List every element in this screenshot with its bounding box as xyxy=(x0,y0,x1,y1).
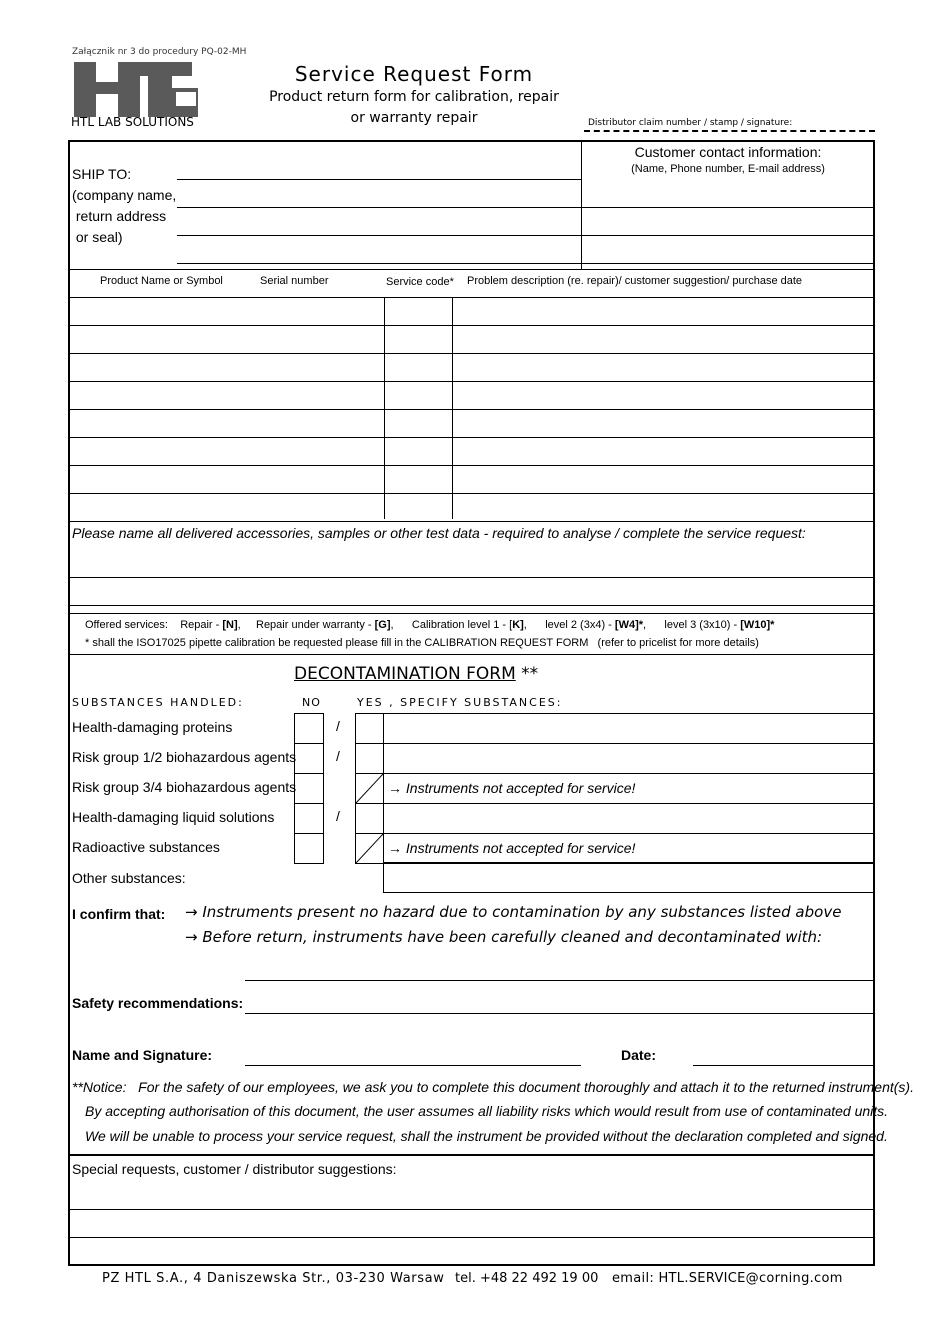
separator-slash: / xyxy=(336,718,340,734)
yes-checkbox[interactable] xyxy=(355,803,384,834)
distributor-label: Distributor claim number / stamp / signature: xyxy=(588,118,793,128)
yes-checkbox[interactable] xyxy=(355,713,384,744)
distributor-signature-line[interactable] xyxy=(584,130,875,132)
substances-header: SUBSTANCES HANDLED: xyxy=(72,696,244,709)
company-name: HTL LAB SOLUTIONS xyxy=(71,115,194,129)
table-row[interactable] xyxy=(69,493,874,494)
service-calibration-1: Calibration level 1 - [ xyxy=(411,619,513,631)
product-table-header-line xyxy=(69,297,874,298)
ship-to-line-2[interactable] xyxy=(177,207,582,208)
substance-label: Risk group 3/4 biohazardous agents xyxy=(72,779,297,795)
company-logo xyxy=(72,62,198,119)
product-col-divider-1 xyxy=(384,297,385,519)
confirm-statement-1: → Instruments present no hazard due to contamination by any substances listed above xyxy=(185,903,842,921)
ship-to-line4: or seal) xyxy=(72,229,123,245)
customer-contact-title: Customer contact information: xyxy=(634,144,822,160)
confirm-label: I confirm that: xyxy=(72,906,166,922)
yes-checkbox xyxy=(355,833,384,864)
service-calibration-2-code: [W4]* xyxy=(614,619,644,631)
special-requests-label: Special requests, customer / distributor suggestions: xyxy=(72,1161,397,1177)
special-requests-line-2[interactable] xyxy=(69,1237,874,1238)
no-checkbox[interactable] xyxy=(294,713,324,744)
separator-slash: / xyxy=(336,748,340,764)
notice-line-1: **Notice: For the safety of our employees, we ask you to complete this document thoroughly and attach it to the returned instrument(s). xyxy=(72,1079,914,1095)
yes-header: YES , SPECIFY SUBSTANCES: xyxy=(357,696,563,709)
service-repair: Repair - xyxy=(180,619,223,631)
not-accepted-warning: → Instruments not accepted for service! xyxy=(388,840,636,856)
accessories-line-2[interactable] xyxy=(69,605,874,606)
table-row[interactable] xyxy=(69,465,874,466)
no-checkbox[interactable] xyxy=(294,833,324,864)
diagonal-strike xyxy=(356,834,383,863)
safety-line[interactable] xyxy=(245,1013,874,1014)
accessories-line-1[interactable] xyxy=(69,577,874,578)
decontaminated-with-line[interactable] xyxy=(245,980,874,981)
name-signature-line[interactable] xyxy=(245,1065,581,1066)
table-row[interactable] xyxy=(69,437,874,438)
ship-to-line1: SHIP TO: xyxy=(72,166,132,182)
col-service-code: Service code* xyxy=(386,276,454,288)
service-warranty: Repair under warranty - xyxy=(256,619,375,631)
service-repair-code: [N] xyxy=(222,619,238,631)
contact-line-2[interactable] xyxy=(582,235,874,236)
notice-divider xyxy=(69,1154,874,1156)
specify-substance-field[interactable] xyxy=(383,713,875,744)
accessories-line-3 xyxy=(69,613,874,614)
subtitle-line2: or warranty repair xyxy=(350,110,478,126)
services-divider xyxy=(69,654,874,655)
table-row[interactable] xyxy=(69,381,874,382)
subtitle-line1: Product return form for calibration, repair xyxy=(269,89,559,105)
safety-label: Safety recommendations: xyxy=(72,995,244,1011)
col-serial-number: Serial number xyxy=(260,275,329,287)
ship-to-line3: return address xyxy=(72,208,167,224)
no-header: NO xyxy=(302,696,321,709)
notice-line-3: We will be unable to process your service request, shall the instrument be provided without the declaration completed and signed. xyxy=(85,1128,888,1144)
decontamination-title xyxy=(294,664,538,684)
substance-label: Radioactive substances xyxy=(72,839,220,855)
date-line[interactable] xyxy=(693,1065,874,1066)
not-accepted-warning: → Instruments not accepted for service! xyxy=(388,780,636,796)
calibration-note: * shall the ISO17025 pipette calibration be requested please fill in the CALIBRATION REQUEST FORM (refer to pricelist for more details) xyxy=(85,637,759,649)
col-product-name: Product Name or Symbol xyxy=(100,275,223,287)
service-warranty-code: [G] xyxy=(374,619,391,631)
specify-substance-field[interactable] xyxy=(383,743,875,774)
accessories-note: Please name all delivered accessories, samples or other test data - required to analyse / complete the service request: xyxy=(72,525,806,541)
page-title: Service Request Form xyxy=(294,62,534,86)
decontamination-title-suffix: ** xyxy=(515,664,539,684)
product-col-divider-2 xyxy=(452,297,453,519)
service-calibration-3-code: [W10]* xyxy=(740,619,775,631)
ship-to-line-3[interactable] xyxy=(177,235,582,236)
section-divider xyxy=(69,269,874,270)
confirm-statement-2: → Before return, instruments have been carefully cleaned and decontaminated with: xyxy=(185,928,823,946)
substance-label: Risk group 1/2 biohazardous agents xyxy=(72,749,297,765)
no-checkbox[interactable] xyxy=(294,743,324,774)
footer-address: PZ HTL S.A., 4 Daniszewska Str., 03-230 Warsaw xyxy=(102,1271,445,1286)
substance-label: Health-damaging proteins xyxy=(72,719,233,735)
specify-substance-field[interactable] xyxy=(383,803,875,834)
ship-to-label xyxy=(72,164,176,248)
service-calibration-2: level 2 (3x4) - xyxy=(545,619,615,631)
ship-to-line2: (company name, xyxy=(72,187,177,203)
no-checkbox[interactable] xyxy=(294,803,324,834)
notice-line-2: By accepting authorisation of this document, the user assumes all liability risks which would result from use of contaminated units. xyxy=(85,1103,889,1119)
ship-to-line-4[interactable] xyxy=(177,263,874,264)
diagonal-strike xyxy=(356,774,383,803)
other-substances-field[interactable] xyxy=(383,862,875,893)
ship-to-line-1[interactable] xyxy=(177,179,582,180)
offered-services-label: Offered services: xyxy=(85,619,168,631)
service-calibration-1-code: K] xyxy=(512,619,524,631)
separator-slash: / xyxy=(336,808,340,824)
name-signature-label: Name and Signature: xyxy=(72,1047,213,1063)
contact-divider xyxy=(581,141,582,270)
footer-phone: tel. +48 22 492 19 00 xyxy=(455,1271,599,1286)
table-row[interactable] xyxy=(69,409,874,410)
table-row[interactable] xyxy=(69,521,874,522)
footer-email: email: HTL.SERVICE@corning.com xyxy=(612,1271,843,1286)
yes-checkbox[interactable] xyxy=(355,743,384,774)
col-problem-description: Problem description (re. repair)/ customer suggestion/ purchase date xyxy=(467,275,803,287)
no-checkbox[interactable] xyxy=(294,773,324,804)
date-label: Date: xyxy=(621,1047,657,1063)
other-substances-label: Other substances: xyxy=(72,870,186,886)
table-row[interactable] xyxy=(69,325,874,326)
offered-services: Offered services: Repair - [N], Repair under warranty - [G], Calibration level 1 - [K], level 2 (3x4) - [W4]*, level 3 (3x10) - [W10]* xyxy=(85,619,775,631)
table-row[interactable] xyxy=(69,353,874,354)
service-calibration-3: level 3 (3x10) - xyxy=(664,619,741,631)
yes-checkbox xyxy=(355,773,384,804)
attachment-note: Załącznik nr 3 do procedury PQ-02-MH xyxy=(72,47,247,57)
contact-line-1[interactable] xyxy=(582,207,874,208)
substance-label: Health-damaging liquid solutions xyxy=(72,809,275,825)
special-requests-line-1[interactable] xyxy=(69,1209,874,1210)
customer-contact-subtitle: (Name, Phone number, E-mail address) xyxy=(631,163,825,175)
decontamination-title-text: DECONTAMINATION FORM xyxy=(294,664,516,684)
